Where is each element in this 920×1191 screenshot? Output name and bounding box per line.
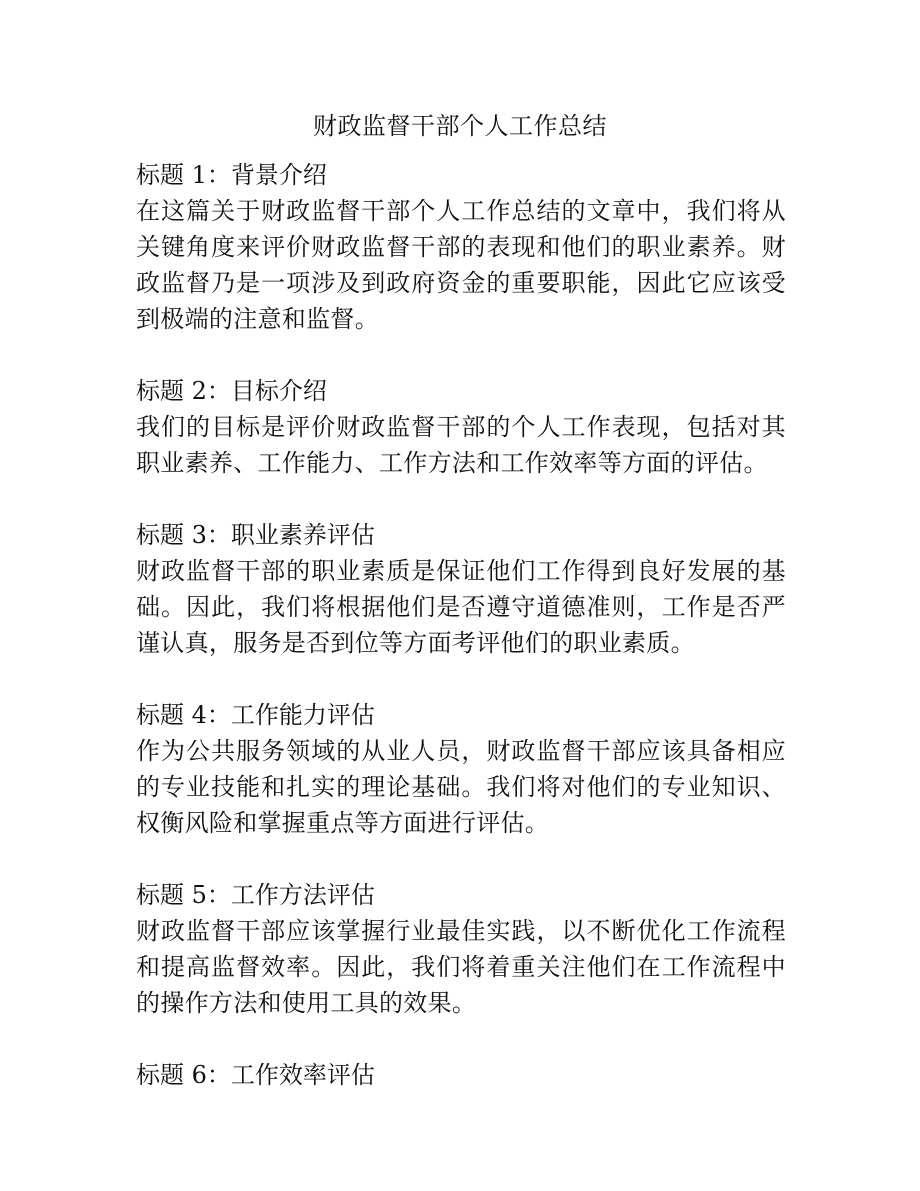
- section-heading: 标题 4：工作能力评估: [136, 701, 375, 729]
- section-ability: [136, 697, 786, 841]
- section-paragraph: 在这篇关于财政监督干部个人工作总结的文章中，我们将从关键角度来评价财政监督干部的表现和他们的职业素养。财政监督乃是一项涉及到政府资金的重要职能，因此它应该受到极端的注意和监督。: [136, 197, 786, 333]
- section-paragraph: 我们的目标是评价财政监督干部的个人工作表现，包括对其职业素养、工作能力、工作方法和工作效率等方面的评估。: [136, 413, 786, 477]
- document-body: [136, 157, 786, 1129]
- section-method: [136, 877, 786, 1021]
- section-paragraph: 财政监督干部应该掌握行业最佳实践，以不断优化工作流程和提高监督效率。因此，我们将着重关注他们在工作流程中的操作方法和使用工具的效果。: [136, 917, 786, 1017]
- document-title: 财政监督干部个人工作总结: [313, 112, 607, 140]
- section-goal: [136, 373, 786, 481]
- section-background: [136, 157, 786, 337]
- section-efficiency: [136, 1057, 786, 1093]
- section-heading: 标题 3：职业素养评估: [136, 521, 375, 549]
- section-heading: 标题 5：工作方法评估: [136, 881, 375, 909]
- section-heading: 标题 6：工作效率评估: [136, 1061, 375, 1089]
- section-professionalism: [136, 517, 786, 661]
- section-heading: 标题 1：背景介绍: [136, 161, 327, 189]
- section-paragraph: 作为公共服务领域的从业人员，财政监督干部应该具备相应的专业技能和扎实的理论基础。我们将对他们的专业知识、权衡风险和掌握重点等方面进行评估。: [136, 737, 786, 837]
- section-heading: 标题 2：目标介绍: [136, 377, 327, 405]
- section-paragraph: 财政监督干部的职业素质是保证他们工作得到良好发展的基础。因此，我们将根据他们是否遵守道德准则，工作是否严谨认真，服务是否到位等方面考评他们的职业素质。: [136, 557, 786, 657]
